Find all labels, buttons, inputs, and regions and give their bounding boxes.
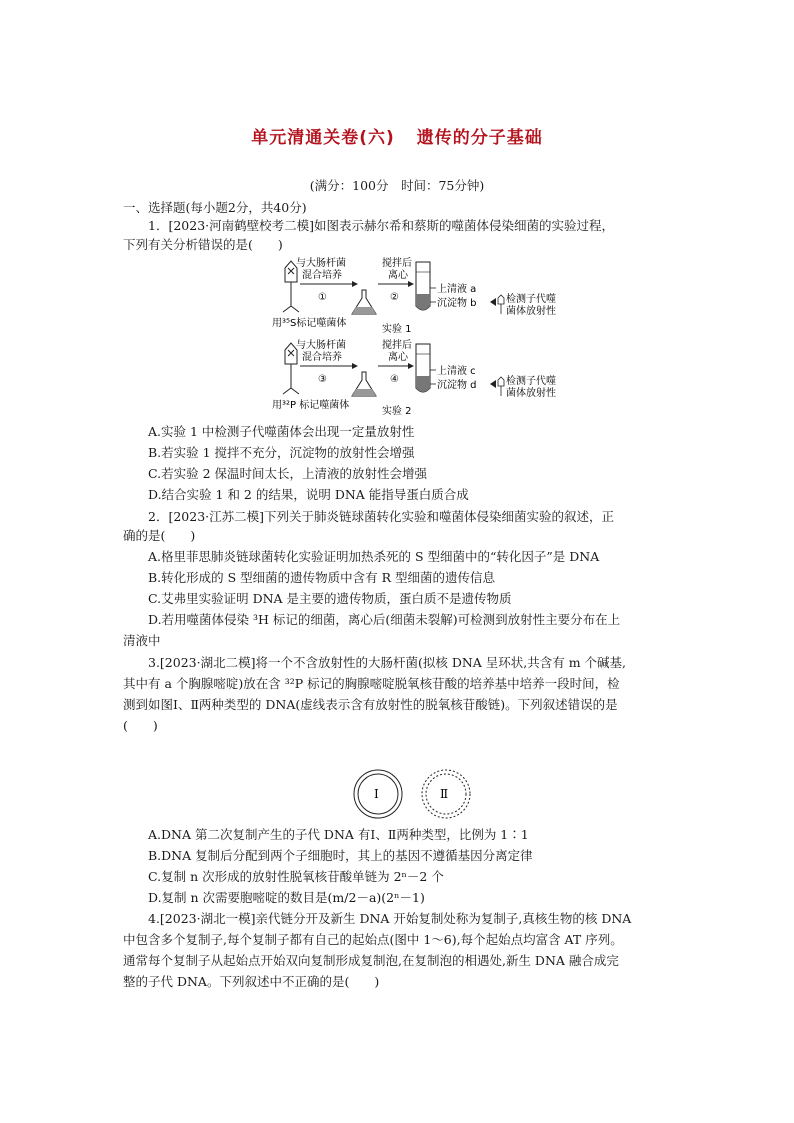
exp1-step2: ② — [390, 292, 399, 303]
q1-option-a: A.实验 1 中检测子代噬菌体会出现一定量放射性 — [148, 424, 415, 439]
q3-stem-line2: 其中有 a 个胸腺嘧啶)放在含 ³²P 标记的胸腺嘧啶脱氧核苷酸的培养基中培养一段时间，检 — [123, 676, 620, 691]
q1-stem-line2: 下列有关分析错误的是( ) — [123, 237, 283, 252]
arrowhead-icon — [352, 281, 358, 287]
q2-stem-line1: 2．[2023·江苏二模]下列关于肺炎链球菌转化实验和噬菌体侵染细菌实验的叙述，正 — [148, 509, 614, 524]
exp1-mix-label2: 混合培养 — [302, 270, 342, 281]
dna-type-2 — [422, 770, 470, 818]
q3-option-c: C.复制 n 次形成的放射性脱氧核苷酸单链为 2ⁿ－2 个 — [148, 869, 444, 884]
exp2-supernatant: 上清液 c — [437, 366, 476, 377]
small-phage-icon — [498, 295, 504, 314]
q3-option-b: B.DNA 复制后分配到两个子细胞时，其上的基因不遵循基因分离定律 — [148, 848, 533, 863]
q2-option-c: C.艾弗里实验证明 DNA 是主要的遗传物质，蛋白质不是遗传物质 — [148, 591, 512, 606]
section-heading: 一、选择题(每小题2分，共40分) — [123, 200, 307, 215]
q3-stem-line1: 3.[2023·湖北二模]将一个不含放射性的大肠杆菌(拟核 DNA 呈环状,共含有 m 个碱基, — [148, 655, 627, 670]
page-title — [0, 123, 794, 148]
title-sub: 遗传的分子基础 — [416, 128, 543, 148]
arrowhead-icon — [490, 380, 496, 388]
q1-stem-line1: 1．[2023·河南鹤壁校考二模]如图表示赫尔希和蔡斯的噬菌体侵染细菌的实验过程， — [148, 218, 614, 233]
q4-stem-line2: 中包含多个复制子,每个复制子都有自己的起始点(图中 1～6),每个起始点均富含 AT 序列。 — [123, 932, 623, 947]
circle-label-2: Ⅱ — [440, 787, 449, 801]
q1-option-b: B.若实验 1 搅拌不充分，沉淀物的放射性会增强 — [148, 445, 415, 460]
arrowhead-icon — [408, 363, 414, 369]
q1-option-c: C.若实验 2 保温时间太长，上清液的放射性会增强 — [148, 466, 427, 481]
exp1-step1: ① — [318, 292, 327, 303]
exp2-mix-label1: 与大肠杆菌 — [296, 340, 346, 351]
experiment1-diagram — [272, 256, 556, 336]
exp2-step4: ④ — [390, 374, 399, 385]
exp1-stir-label2: 离心 — [388, 270, 408, 281]
exp1-detect2: 菌体放射性 — [506, 306, 556, 317]
dna-type-1 — [354, 770, 402, 818]
exp1-supernatant: 上清液 a — [437, 284, 477, 295]
arrowhead-icon — [352, 363, 358, 369]
test-tube-icon — [416, 344, 430, 392]
q2-stem-line2: 确的是( ) — [123, 528, 196, 543]
q4-stem-line1: 4.[2023·湖北一模]亲代链分开及新生 DNA 开始复制处称为复制子,真核生物的核 DNA — [148, 911, 632, 926]
exp2-step3: ③ — [318, 374, 327, 385]
exp2-detect2: 菌体放射性 — [506, 388, 556, 399]
q4-stem-line3: 通常每个复制子从起始点开始双向复制形成复制泡,在复制泡的相遇处,新生 DNA 融合成完 — [123, 953, 619, 968]
q2-option-a: A.格里菲思肺炎链球菌转化实验证明加热杀死的 S 型细菌中的“转化因子”是 DNA — [148, 549, 600, 564]
exam-meta: (满分：100分 时间：75分钟) — [309, 178, 485, 193]
q2-option-d-cont: 清液中 — [123, 633, 161, 648]
q3-option-a: A.DNA 第二次复制产生的子代 DNA 有Ⅰ、Ⅱ两种类型，比例为 1∶1 — [148, 827, 529, 842]
exp2-caption: 实验 2 — [382, 406, 412, 417]
arrowhead-icon — [408, 281, 414, 287]
dna-circles-diagram — [350, 764, 490, 824]
exp1-caption: 实验 1 — [382, 324, 412, 335]
q3-option-d: D.复制 n 次需要胞嘧啶的数目是(m/2－a)(2ⁿ－1) — [148, 890, 425, 905]
q3-stem-line3: 测到如图Ⅰ、Ⅱ两种类型的 DNA(虚线表示含有放射性的脱氧核苷酸链)。下列叙述错误的是 — [123, 697, 618, 712]
exp1-sediment: 沉淀物 b — [437, 298, 477, 309]
exp2-mix-label2: 混合培养 — [302, 352, 342, 363]
exp1-detect1: 检测子代噬 — [506, 294, 556, 305]
arrowhead-icon — [490, 298, 496, 306]
test-tube-icon — [416, 262, 430, 310]
exp2-sediment: 沉淀物 d — [437, 380, 477, 391]
q2-option-d: D.若用噬菌体侵染 ³H 标记的细菌，离心后(细菌未裂解)可检测到放射性主要分布在上 — [148, 612, 621, 627]
small-phage-icon — [498, 377, 504, 396]
exp2-phage-label: 用³²P 标记噬菌体 — [272, 400, 350, 411]
exp2-detect1: 检测子代噬 — [506, 376, 556, 387]
q3-stem-line4: ( ) — [123, 718, 158, 733]
experiment2-diagram — [272, 338, 556, 418]
exp1-mix-label1: 与大肠杆菌 — [296, 258, 346, 269]
q1-option-d: D.结合实验 1 和 2 的结果，说明 DNA 能指导蛋白质合成 — [148, 487, 469, 502]
exp1-phage-label: 用³⁵S标记噬菌体 — [272, 318, 347, 329]
exp2-stir-label2: 离心 — [388, 352, 408, 363]
exp1-stir-label1: 搅拌后 — [382, 258, 412, 269]
flask-icon — [352, 290, 376, 314]
q2-option-b: B.转化形成的 S 型细菌的遗传物质中含有 R 型细菌的遗传信息 — [148, 570, 496, 585]
circle-label-1: Ⅰ — [374, 787, 379, 801]
exp2-stir-label1: 搅拌后 — [382, 340, 412, 351]
q4-stem-line4: 整的子代 DNA。下列叙述中不正确的是( ) — [123, 974, 380, 989]
flask-icon — [352, 372, 376, 396]
title-main: 单元清通关卷(六) — [251, 128, 395, 148]
